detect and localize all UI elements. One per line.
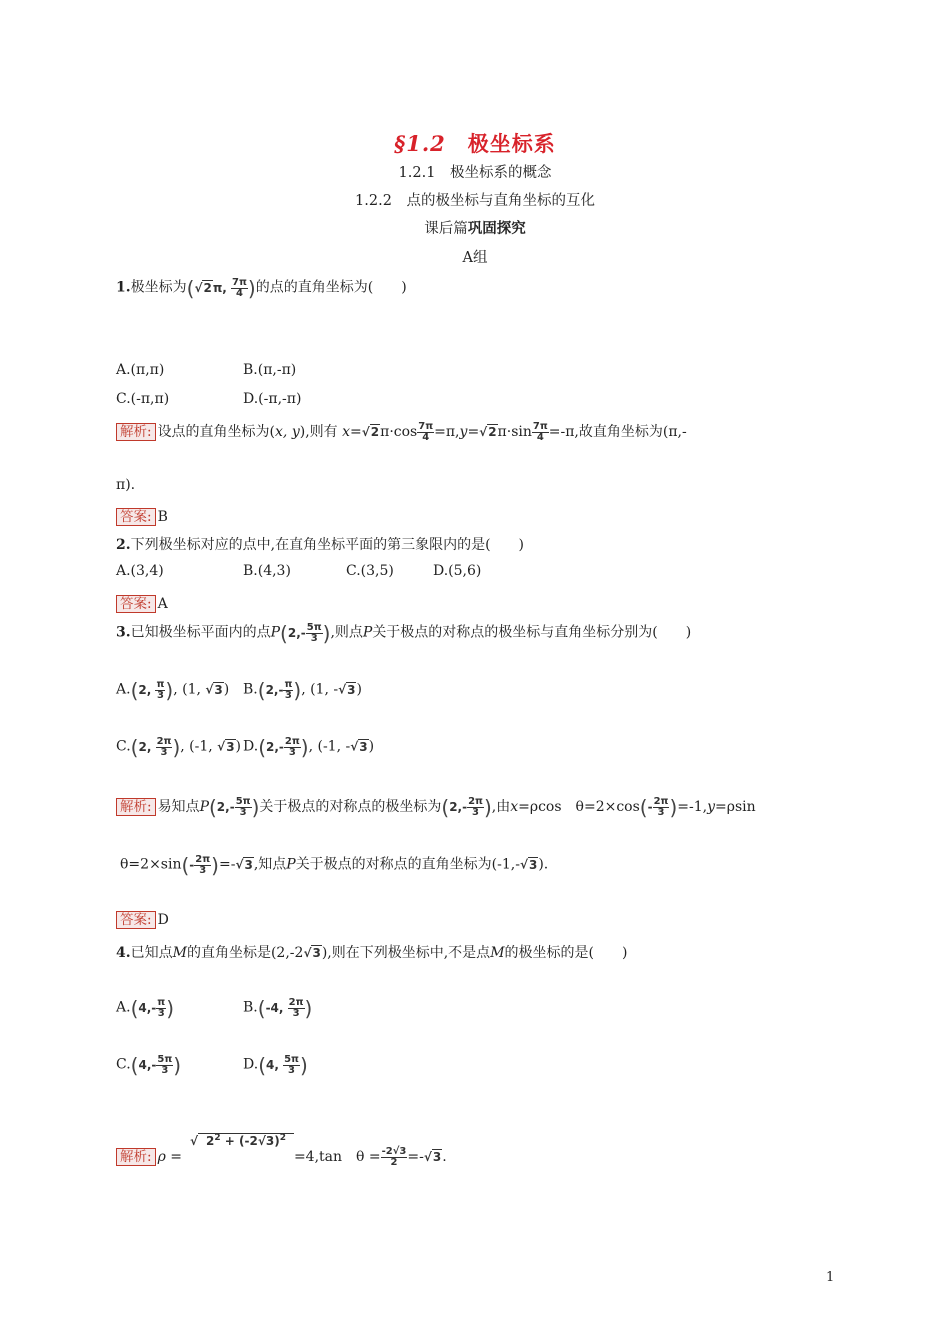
q4-solution: 解析: ρ =√ $2^2 + (-2√3)^2=4,\tan$ θ = $\frac{-2√3}{2}$ =-√3. [116, 1145, 447, 1168]
q1-option-b: B.(π,-π) [243, 362, 297, 378]
analysis-tag: 解析: [116, 423, 156, 441]
q2-option-c: C.(3,5) [346, 563, 394, 579]
group-label: A组 [462, 250, 488, 266]
question-1-stem: 1.极坐标为(√2π, $\frac{7\pi}{4}$ )的点的直角坐标为( ) [116, 276, 407, 300]
q3-option-a: A.(2, $\frac{\pi}{3}$ ), (1, √3) [116, 678, 230, 702]
q2-answer: 答案: A [116, 592, 168, 612]
question-3-stem: 3.已知极坐标平面内的点P(2,- $\frac{5\pi}{3}$ ),则点P关于极点的对称点的极坐标与直角坐标分别为( ) [116, 621, 692, 645]
page-number: 1 [826, 1270, 835, 1285]
answer-tag: 答案: [116, 508, 156, 526]
answer-tag: 答案: [116, 595, 156, 613]
subtitle-3: 课后篇巩固探究 [424, 220, 526, 237]
q1-option-c: C.(-π,π) [116, 391, 170, 407]
subtitle-2: 1.2.2 点的极坐标与直角坐标的互化 [355, 193, 595, 209]
analysis-tag: 解析: [116, 798, 156, 816]
analysis-tag: 解析: [116, 1148, 156, 1166]
q4-option-c: C.(4,- $\frac{5\pi}{3}$ ) [116, 1053, 182, 1077]
q1-answer: 答案: B [116, 505, 168, 525]
q1-solution: 解析: 设点的直角坐标为(x, y),则有 x=√2π·cos $\frac{7\pi}{4}$ =π,y=√2π·sin $\frac{7\pi}{4}$ =-π,故直角坐标为(π,- [116, 420, 687, 443]
subtitle-1: 1.2.1 极坐标系的概念 [398, 165, 552, 181]
q2-option-d: D.(5,6) [433, 563, 482, 579]
q1-solution-wrap: π). [116, 477, 136, 493]
q3-answer: 答案: D [116, 908, 169, 928]
q3-option-d: D.(2,- $\frac{2\pi}{3}$ ), (-1, -√3) [243, 735, 375, 759]
q4-option-b: B.(-4, $\frac{2\pi}{3}$ ) [243, 996, 313, 1020]
q4-option-a: A.(4,- $\frac{\pi}{3}$ ) [116, 996, 174, 1020]
q3-solution-line2: θ=2×sin(- $\frac{2\pi}{3}$ )=-√3,知点P关于极点的对称点的直角坐标为(-1,-√3). [120, 853, 549, 877]
q4-option-d: D.(4, $\frac{5\pi}{3}$ ) [243, 1053, 308, 1077]
q3-option-c: C.(2, $\frac{2\pi}{3}$ ), (-1, √3) [116, 735, 242, 759]
page-title: §1.2 极坐标系 [394, 131, 556, 156]
q2-option-a: A.(3,4) [116, 563, 164, 579]
answer-tag: 答案: [116, 911, 156, 929]
q2-option-b: B.(4,3) [243, 563, 291, 579]
q3-solution-line1: 解析: 易知点P(2,- $\frac{5\pi}{3}$ )关于极点的对称点的极坐标为(2,- $\frac{2\pi}{3}$ ),由x=ρcos θ=2×cos(- $\frac{2\pi}{3}$ )=-1,y=ρsin [116, 795, 756, 820]
q1-option-d: D.(-π,-π) [243, 391, 302, 407]
q3-option-b: B.(2,- $\frac{\pi}{3}$ ), (1, -√3) [243, 678, 362, 702]
question-4-stem: 4.已知点M的直角坐标是(2,-2√3),则在下列极坐标中,不是点M的极坐标的是( ) [116, 945, 628, 961]
question-2-stem: 2.下列极坐标对应的点中,在直角坐标平面的第三象限内的是( ) [116, 537, 524, 553]
q1-option-a: A.(π,π) [116, 362, 165, 378]
